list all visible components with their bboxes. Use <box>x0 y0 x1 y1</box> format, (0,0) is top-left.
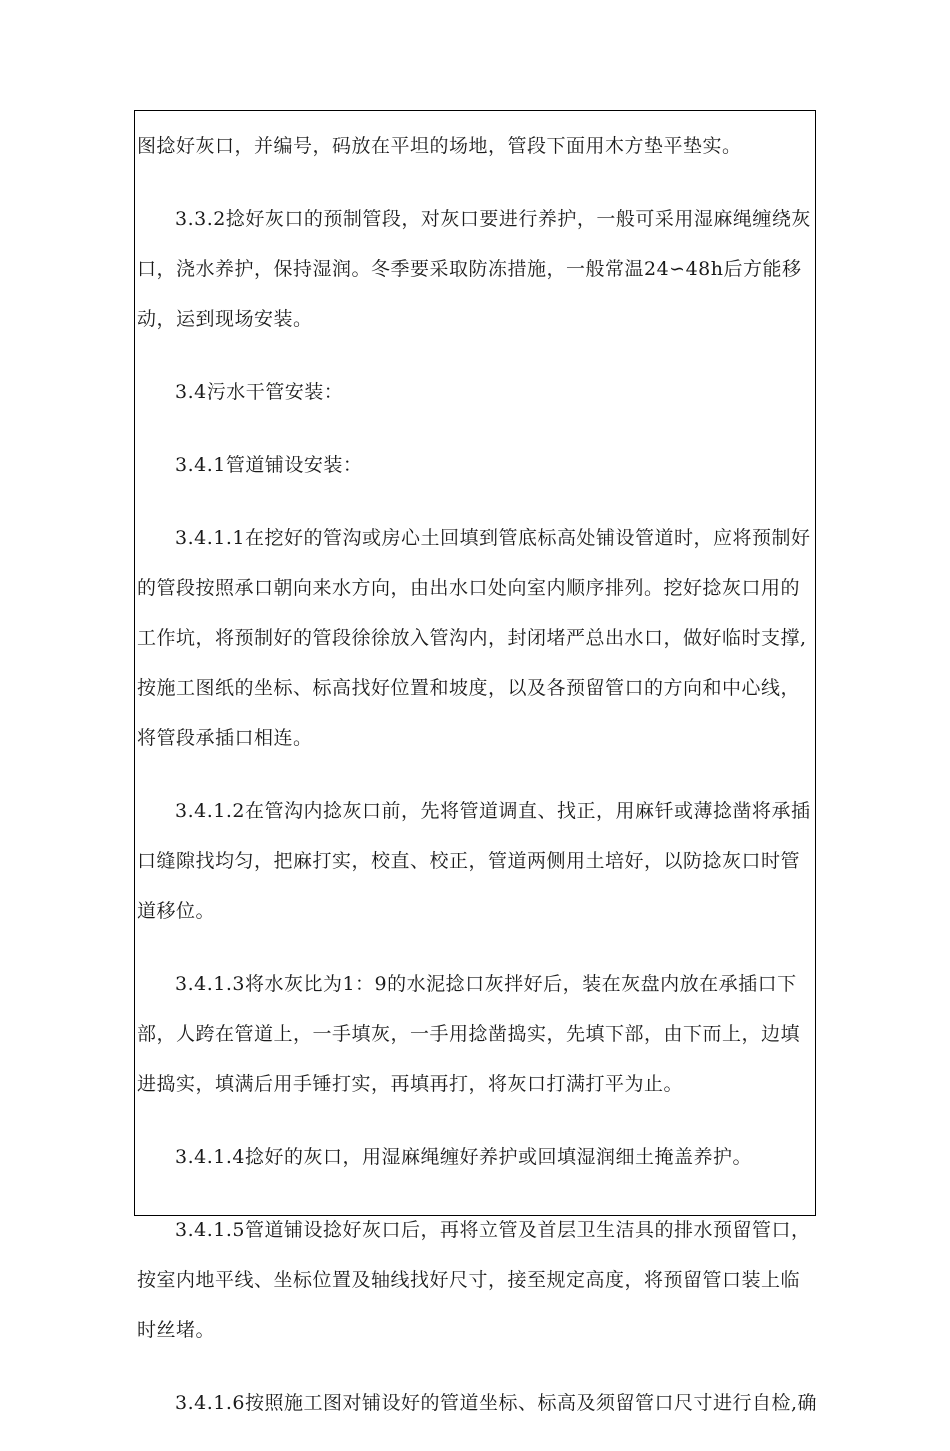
heading-3-4: 3.4污水干管安装： <box>175 381 344 403</box>
paragraph-3-4-1-4: 3.4.1.4捻好的灰口，用湿麻绳缠好养护或回填湿润细土掩盖养护。 <box>175 1146 752 1168</box>
heading-3-4-1: 3.4.1管道铺设安装： <box>175 454 363 476</box>
paragraph-3-4-1-6: 3.4.1.6按照施工图对铺设好的管道坐标、标高及须留管口尺寸进行自检,确 <box>175 1392 818 1414</box>
paragraph-3-4-1-1: 3.4.1.1在挖好的管沟或房心土回填到管底标高处铺设管道时，应将预制好的管段按照承口朝向来水方向，由出水口处向室内顺序排列。挖好捻灰口用的工作坑，将预制好的管段徐徐放入管沟内，封闭堵严总出水口，做好临时支撑,按施工图纸的坐标、标高找好位置和坡度，以及各预留管口的方向和中心线，将管段承插口相连。 <box>137 527 811 749</box>
paragraph-3-4-1-5: 3.4.1.5管道铺设捻好灰口后，再将立管及首层卫生洁具的排水预留管口，按室内地平线、坐标位置及轴线找好尺寸，接至规定高度，将预留管口装上临时丝堵。 <box>137 1219 811 1341</box>
document-frame <box>134 110 818 1414</box>
paragraph-3-3-2: 3.3.2捻好灰口的预制管段，对灰口要进行养护，一般可采用湿麻绳缠绕灰口，浇水养护，保持湿润。冬季要采取防冻措施，一般常温24∽48h后方能移动，运到现场安装。 <box>137 208 811 330</box>
paragraph-3-4-1-2: 3.4.1.2在管沟内捻灰口前，先将管道调直、找正，用麻钎或薄捻凿将承插口缝隙找均匀，把麻打实，校直、校正，管道两侧用土培好，以防捻灰口时管道移位。 <box>137 800 811 922</box>
paragraph-continuation: 图捻好灰口，并编号，码放在平坦的场地，管段下面用木方垫平垫实。 <box>137 135 742 157</box>
paragraph-3-4-1-3: 3.4.1.3将水灰比为1：9的水泥捻口灰拌好后，装在灰盘内放在承插口下部，人跨在管道上，一手填灰，一手用捻凿捣实，先填下部，由下而上，边填进捣实，填满后用手锤打实，再填再打，将灰口打满打平为止。 <box>137 973 801 1095</box>
document-body <box>137 121 817 1451</box>
